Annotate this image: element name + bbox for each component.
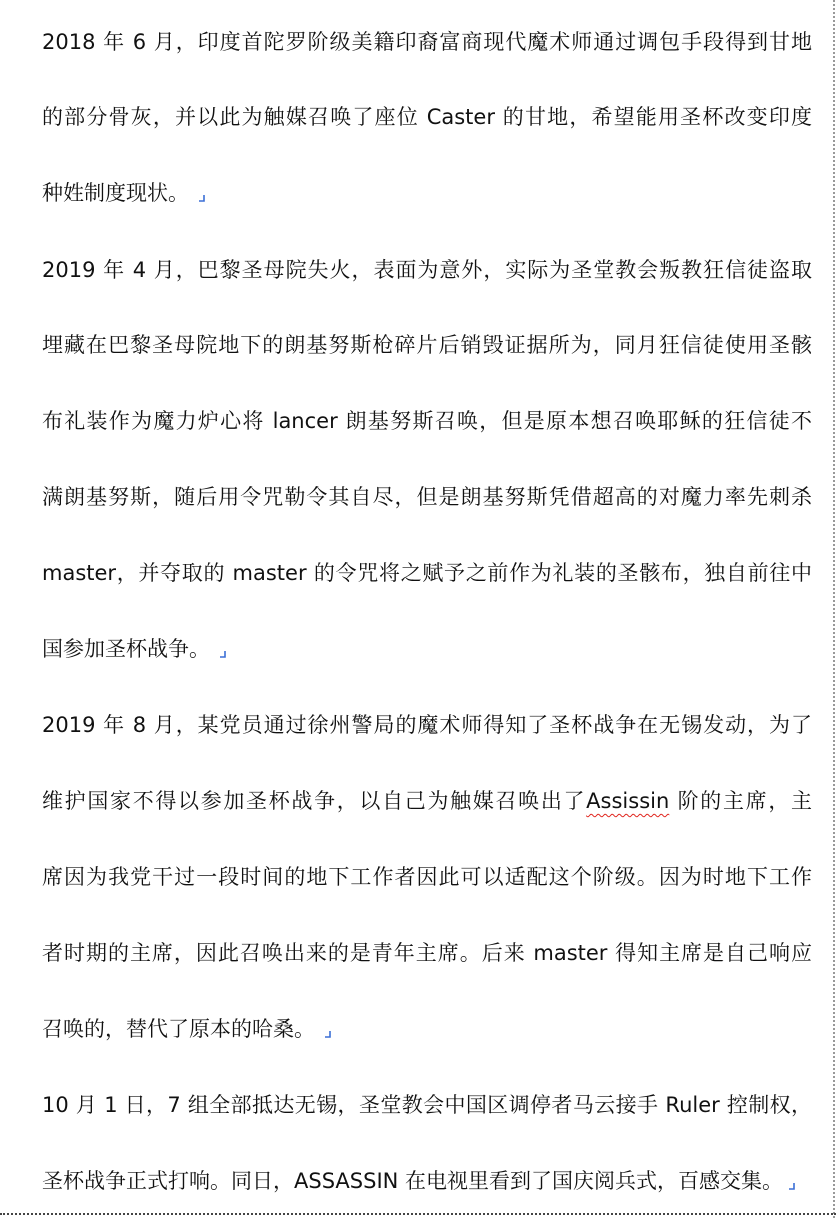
text-segment: 阶的主席，主 bbox=[669, 789, 812, 813]
paragraph-mark-icon bbox=[787, 1182, 799, 1192]
text-line-content: 国参加圣杯战争。 bbox=[42, 637, 210, 661]
text-line: 布礼装作为魔力炉心将 lancer 朗基努斯召唤，但是原本想召唤耶稣的狂信徒不 bbox=[42, 409, 812, 433]
text-line: 者时期的主席，因此召唤出来的是青年主席。后来 master 得知主席是自己响应 bbox=[42, 941, 812, 965]
paragraph-mark-icon bbox=[323, 1030, 335, 1040]
paragraph-mark-icon bbox=[218, 650, 230, 660]
text-line: 的部分骨灰，并以此为触媒召唤了座位 Caster 的甘地，希望能用圣杯改变印度 bbox=[42, 105, 812, 129]
text-line-last bbox=[42, 1161, 832, 1201]
text-line: master，并夺取的 master 的令咒将之赋予之前作为礼装的圣骸布，独自前往中 bbox=[42, 561, 812, 585]
text-line-content: 召唤的，替代了原本的哈桑。 bbox=[42, 1017, 315, 1041]
text-line: 10 月 1 日，7 组全部抵达无锡，圣堂教会中国区调停者马云接手 Ruler 控制权， bbox=[42, 1093, 812, 1117]
text-line-last bbox=[42, 1009, 812, 1049]
text-line bbox=[42, 781, 812, 821]
text-line: 席因为我党干过一段时间的地下工作者因此可以适配这个阶级。因为时地下工作 bbox=[42, 865, 812, 889]
text-line: 埋藏在巴黎圣母院地下的朗基努斯枪碎片后销毁证据所为，同月狂信徒使用圣骸 bbox=[42, 333, 812, 357]
spellcheck-flagged-word[interactable]: Assissin bbox=[586, 789, 670, 813]
text-line: 满朗基努斯，随后用令咒勒令其自尽，但是朗基努斯凭借超高的对魔力率先刺杀 bbox=[42, 485, 812, 509]
text-segment: 维护国家不得以参加圣杯战争，以自己为触媒召唤出了 bbox=[42, 789, 587, 813]
text-line: 2018 年 6 月，印度首陀罗阶级美籍印裔富商现代魔术师通过调包手段得到甘地 bbox=[42, 30, 812, 54]
text-line: 2019 年 4 月，巴黎圣母院失火，表面为意外，实际为圣堂教会叛教狂信徒盗取 bbox=[42, 258, 812, 282]
text-line-last bbox=[42, 173, 812, 213]
text-line-content: 圣杯战争正式打响。同日，ASSASSIN 在电视里看到了国庆阅兵式，百感交集。 bbox=[42, 1169, 784, 1193]
text-line: 2019 年 8 月，某党员通过徐州警局的魔术师得知了圣杯战争在无锡发动，为了 bbox=[42, 713, 812, 737]
text-line-content: 种姓制度现状。 bbox=[42, 181, 189, 205]
paragraph-mark-icon bbox=[197, 194, 209, 204]
page-boundary-right bbox=[833, 0, 835, 1218]
text-line-last bbox=[42, 629, 812, 669]
page-boundary-bottom bbox=[0, 1213, 836, 1215]
